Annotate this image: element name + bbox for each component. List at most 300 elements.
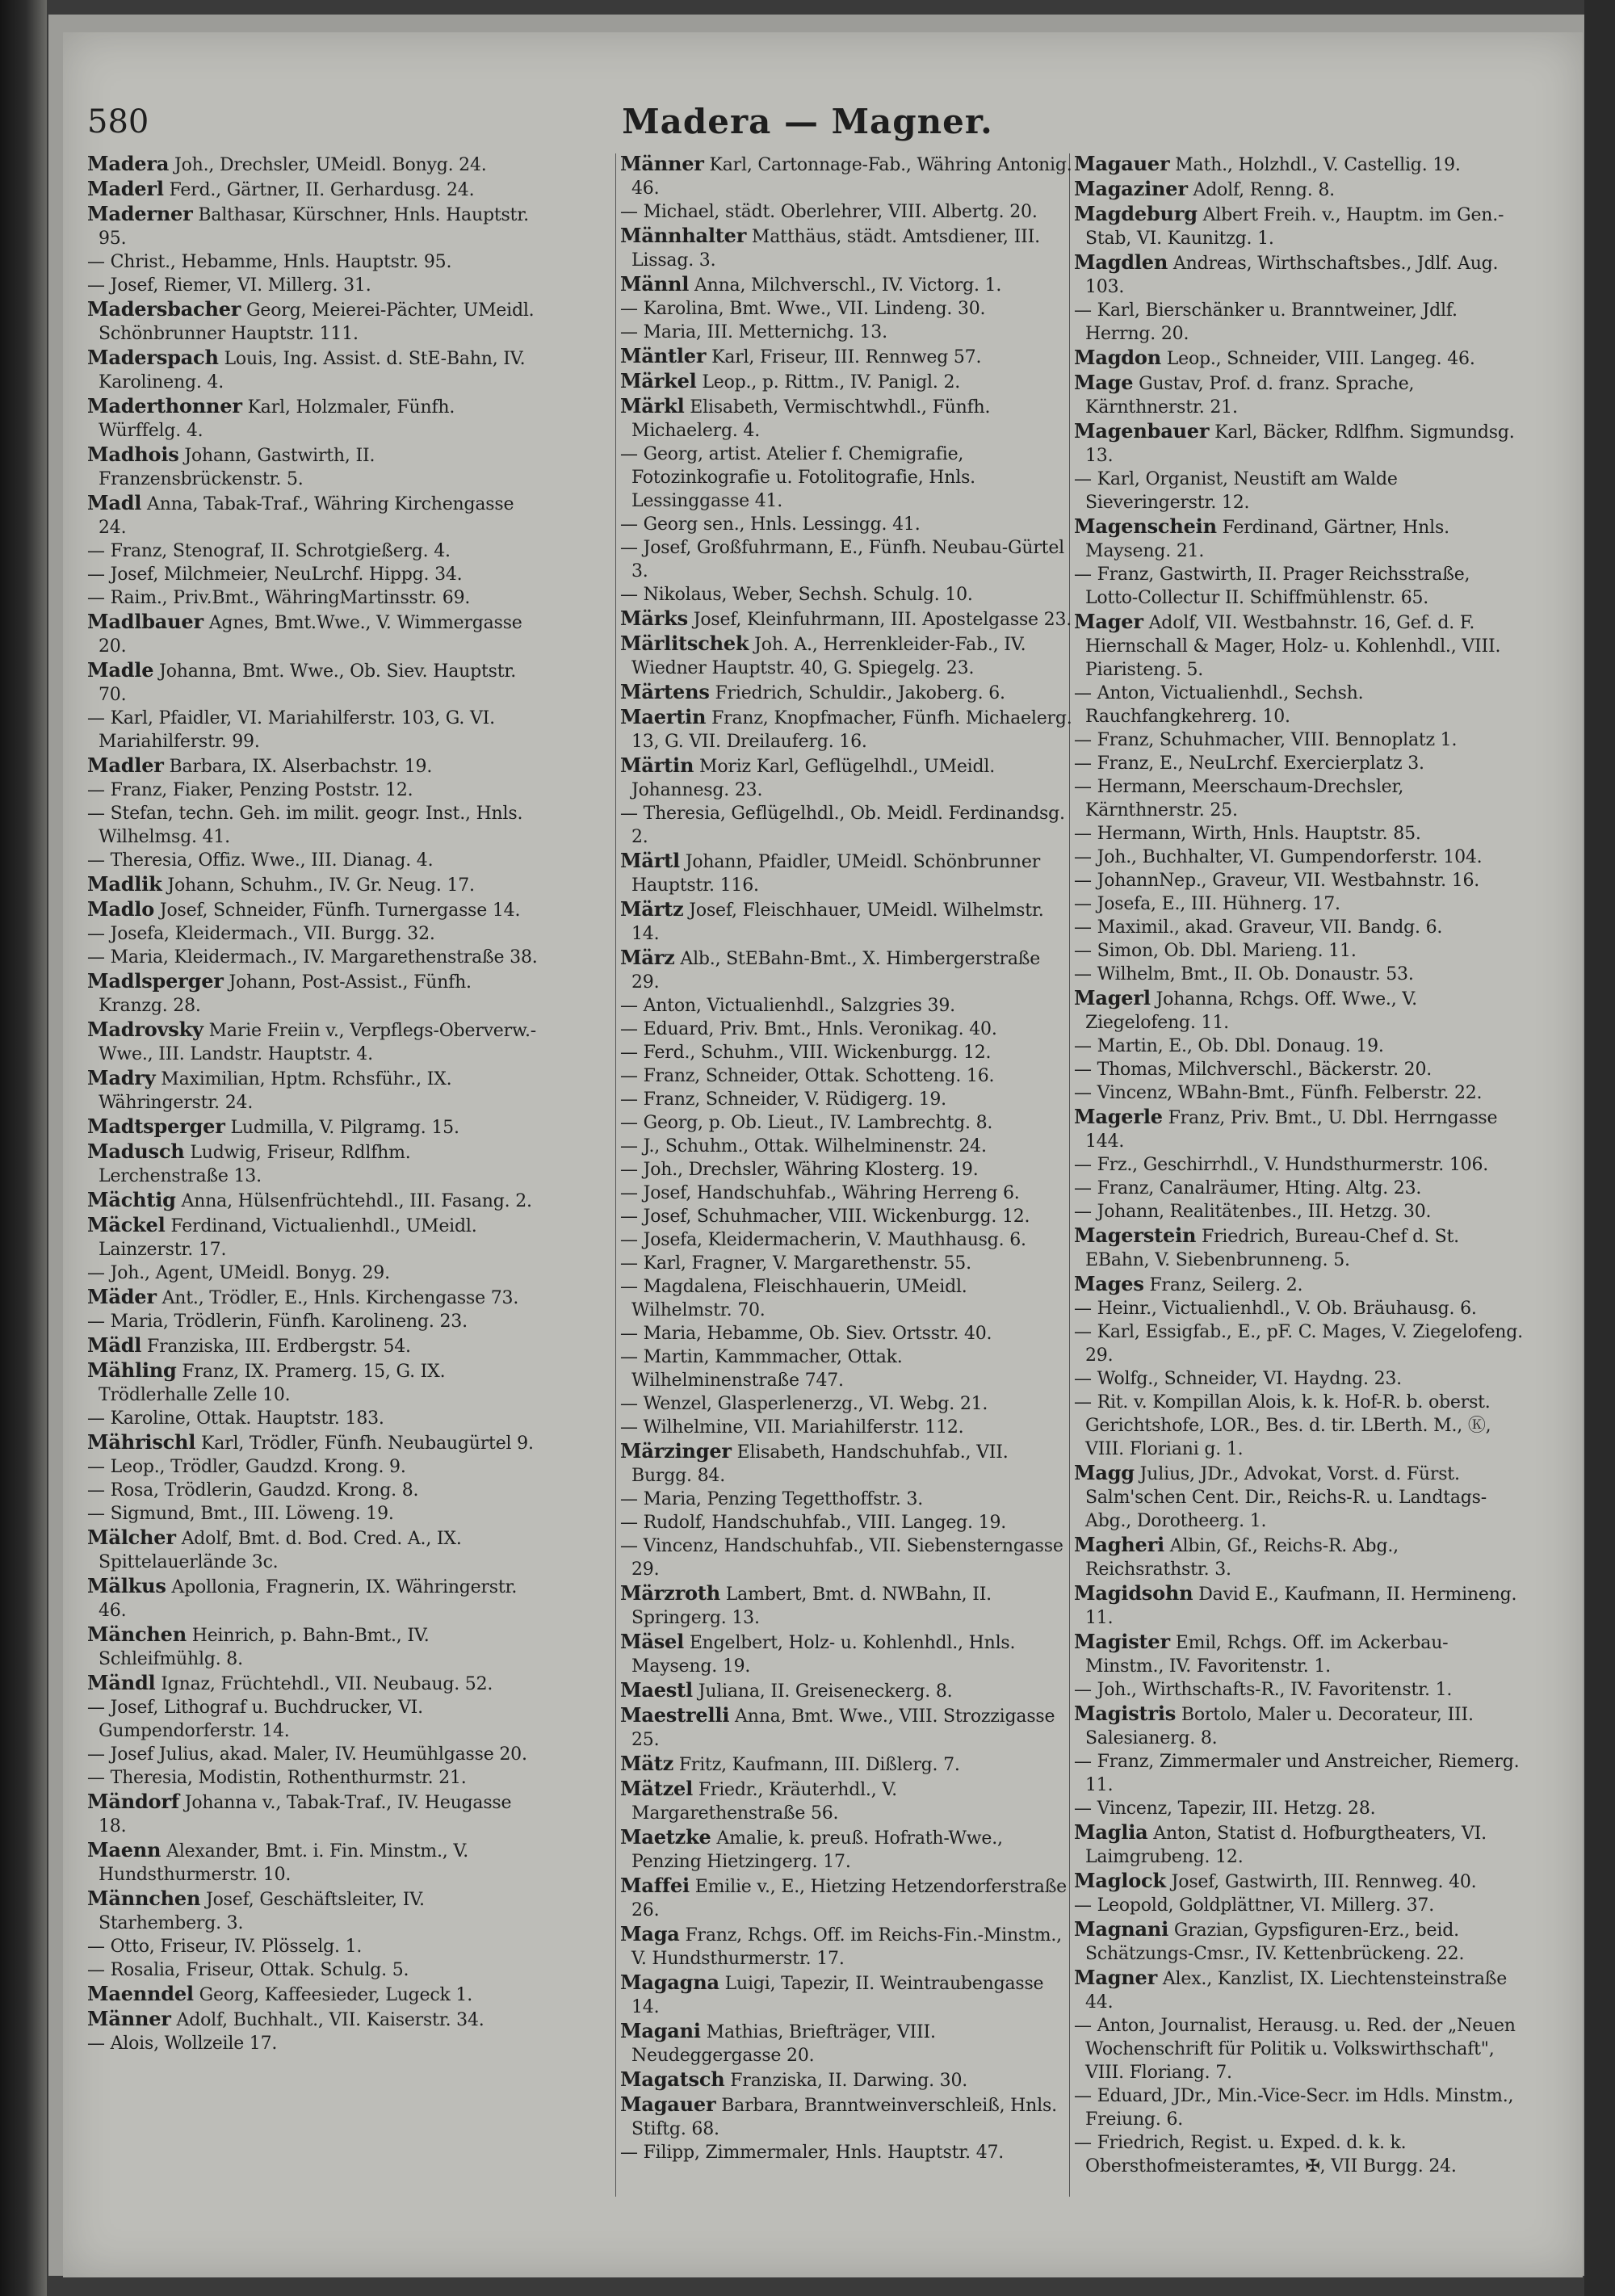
entry-surname: Maertin <box>620 705 707 728</box>
directory-entry <box>1074 1367 1526 1391</box>
entry-surname: Mädl <box>87 1333 142 1357</box>
directory-entry <box>87 394 539 443</box>
directory-entry <box>1074 728 1526 752</box>
entry-details: Alexander, Bmt. i. Fin. Minstm., V. Hundsthurmerstr. 10. <box>99 1841 468 1885</box>
entry-details: — Theresia, Geflügelhdl., Ob. Meidl. Ferdinandsg. 2. <box>620 804 1065 847</box>
entry-surname: Magerstein <box>1074 1224 1197 1247</box>
directory-column-1 <box>87 152 539 2055</box>
directory-entry <box>620 1041 1072 1064</box>
entry-details: — Josef, Großfuhrmann, E., Fünfh. Neubau-Gürtel 3. <box>620 538 1064 581</box>
entry-details: Karl, Trödler, Fünfh. Neubaugürtel 9. <box>195 1433 534 1454</box>
entry-details: — Wenzel, Glasperlenerzg., VI. Webg. 21. <box>620 1394 988 1414</box>
entry-details: Johann, Schuhm., IV. Gr. Neug. 17. <box>162 875 475 896</box>
entry-details: — Christ., Hebamme, Hnls. Hauptstr. 95. <box>87 252 452 272</box>
entry-details: — Maria, Penzing Tegetthoffstr. 3. <box>620 1489 924 1509</box>
entry-details: — Magdalena, Fleischhauerin, UMeidl. Wilhelmstr. 70. <box>620 1277 967 1320</box>
entry-surname: Madl <box>87 491 142 514</box>
entry-details: — Karl, Essigfab., E., pF. C. Mages, V. Ziegelofeng. 29. <box>1074 1322 1523 1366</box>
entry-details: Karl, Holzmaler, Fünfh. Würffelg. 4. <box>99 397 455 441</box>
entry-details: Juliana, II. Greiseneckerg. 8. <box>692 1681 953 1702</box>
entry-surname: Maglia <box>1074 1820 1148 1844</box>
entry-details: — Karl, Organist, Neustift am Walde Sieveringerstr. 12. <box>1074 469 1398 513</box>
entry-surname: Mälcher <box>87 1526 176 1549</box>
entry-details: Barbara, Branntweinverschleiß, Hnls. Stiftg. 68. <box>631 2096 1057 2139</box>
entry-surname: Magdon <box>1074 346 1161 369</box>
entry-surname: Maga <box>620 1922 680 1946</box>
entry-surname: Madhois <box>87 443 179 466</box>
directory-column-2 <box>620 152 1072 2164</box>
page-header-title: Madera — Magner. <box>622 102 993 141</box>
entry-surname: Männer <box>620 152 704 175</box>
directory-entry <box>620 1088 1072 1111</box>
entry-details: — Karl, Fragner, V. Margarethenstr. 55. <box>620 1253 971 1274</box>
entry-details: Andreas, Wirthschaftsbes., Jdlf. Aug. 103. <box>1085 254 1499 297</box>
entry-details: — Anton, Victualienhdl., Salzgries 39. <box>620 996 955 1016</box>
entry-details: — Leop., Trödler, Gaudzd. Krong. 9. <box>87 1457 406 1477</box>
entry-surname: Magner <box>1074 1966 1158 1989</box>
entry-surname: Maetzke <box>620 1825 711 1849</box>
directory-entry <box>87 1743 539 1766</box>
entry-surname: Märzinger <box>620 1439 732 1463</box>
entry-details: Louis, Ing. Assist. d. StE-Bahn, IV. Karolineng. 4. <box>99 349 526 392</box>
directory-entry <box>1074 250 1526 299</box>
directory-entry <box>620 1439 1072 1488</box>
entry-details: — Martin, E., Ob. Dbl. Donaug. 19. <box>1074 1036 1384 1056</box>
entry-surname: Madtsperger <box>87 1114 225 1138</box>
directory-entry <box>1074 610 1526 682</box>
directory-entry <box>1074 2084 1526 2131</box>
entry-details: Franz, Knopfmacher, Fünfh. Michaelerg. 13, G. VII. Dreilauferg. 16. <box>631 708 1072 752</box>
entry-details: — Eduard, JDr., Min.-Vice-Secr. im Hdls. Minstm., Freiung. 6. <box>1074 2086 1514 2130</box>
directory-entry <box>87 802 539 849</box>
entry-details: — Josef, Handschuhfab., Währing Herreng 6. <box>620 1183 1020 1203</box>
directory-entry <box>620 1252 1072 1275</box>
directory-entry <box>1074 2014 1526 2084</box>
entry-surname: Märtin <box>620 753 694 777</box>
directory-entry <box>87 707 539 753</box>
entry-details: — Anton, Victualienhdl., Sechsh. Rauchfangkehrerg. 10. <box>1074 683 1364 727</box>
directory-entry <box>1074 939 1526 963</box>
directory-entry <box>87 779 539 802</box>
directory-entry <box>1074 1581 1526 1630</box>
directory-entry <box>1074 346 1526 371</box>
directory-entry <box>620 2067 1072 2092</box>
entry-details: David E., Kaufmann, II. Hermineng. 11. <box>1085 1585 1517 1628</box>
directory-entry <box>620 1322 1072 1345</box>
directory-entry <box>620 152 1072 200</box>
directory-entry <box>620 2141 1072 2164</box>
entry-surname: Mäckel <box>87 1213 166 1236</box>
directory-entry <box>1074 822 1526 846</box>
entry-surname: Magenschein <box>1074 514 1217 538</box>
page-number: 580 <box>87 103 149 141</box>
entry-details: — Franz, Schuhmacher, VIII. Bennoplatz 1. <box>1074 730 1458 750</box>
directory-entry <box>87 1407 539 1430</box>
entry-surname: Mäntler <box>620 344 707 367</box>
directory-entry <box>87 1696 539 1743</box>
directory-entry <box>1074 419 1526 468</box>
entry-details: Adolf, Bmt. d. Bod. Cred. A., IX. Spittelauerlände 3c. <box>99 1529 462 1572</box>
directory-entry <box>620 369 1072 394</box>
directory-entry <box>87 250 539 274</box>
directory-entry <box>620 1392 1072 1416</box>
entry-details: Fritz, Kaufmann, III. Dißlerg. 7. <box>673 1755 960 1775</box>
entry-details: — Alois, Wollzeile 17. <box>87 2034 278 2054</box>
entry-details: — Joh., Buchhalter, VI. Gumpendorferstr. 104. <box>1074 847 1483 867</box>
entry-details: — Maria, III. Metternichg. 13. <box>620 322 887 342</box>
entry-surname: Madle <box>87 658 154 682</box>
entry-details: — Friedrich, Regist. u. Exped. d. k. k. Obersthofmeisteramtes, ✠, VII Burgg. 24. <box>1074 2133 1457 2176</box>
entry-surname: Männer <box>87 2007 171 2030</box>
entry-details: — Rosa, Trödlerin, Gaudzd. Krong. 8. <box>87 1480 419 1501</box>
directory-entry <box>620 1825 1072 1874</box>
entry-details: Adolf, Buchhalt., VII. Kaiserstr. 34. <box>170 2010 484 2030</box>
directory-entry <box>620 897 1072 946</box>
entry-details: — Thomas, Milchverschl., Bäckerstr. 20. <box>1074 1060 1433 1080</box>
entry-details: — Vincenz, WBahn-Bmt., Fünfh. Felberstr. 22. <box>1074 1083 1483 1103</box>
entry-details: Johanna v., Tabak-Traf., IV. Heugasse 18. <box>99 1793 512 1836</box>
entry-details: — Georg sen., Hnls. Lessingg. 41. <box>620 514 921 535</box>
entry-details: Anton, Statist d. Hofburgtheaters, VI. Laimgrubeng. 12. <box>1085 1824 1487 1867</box>
entry-details: Grazian, Gypsfiguren-Erz., beid. Schätzungs-Cmsr., IV. Kettenbrückeng. 22. <box>1085 1920 1465 1964</box>
directory-entry <box>1074 1820 1526 1869</box>
directory-entry <box>1074 1966 1526 2014</box>
entry-details: Barbara, IX. Alserbachstr. 19. <box>163 757 433 777</box>
directory-entry <box>87 1430 539 1455</box>
directory-entry <box>620 2019 1072 2067</box>
directory-entry <box>620 200 1072 224</box>
entry-surname: Maderspach <box>87 346 219 369</box>
entry-surname: Maderl <box>87 177 164 200</box>
entry-surname: Magnani <box>1074 1917 1169 1941</box>
directory-entry <box>87 1502 539 1526</box>
entry-surname: Magerl <box>1074 986 1151 1009</box>
directory-entry <box>87 1066 539 1114</box>
directory-entry <box>620 946 1072 994</box>
entry-surname: Maestrelli <box>620 1703 730 1727</box>
entry-details: — Josefa, Kleidermach., VII. Burgg. 32. <box>87 924 435 944</box>
directory-entry <box>1074 202 1526 250</box>
entry-details: Josef, Kleinfuhrmann, III. Apostelgasse 23. <box>687 610 1072 630</box>
entry-details: — Joh., Wirthschafts-R., IV. Favoritenstr. 1. <box>1074 1680 1453 1700</box>
directory-entry <box>1074 846 1526 869</box>
entry-details: Mathias, Briefträger, VIII. Neudeggergasse 20. <box>631 2022 936 2066</box>
column-divider <box>615 153 616 2197</box>
page-edge-shadow <box>1584 0 1615 2296</box>
directory-entry <box>87 1958 539 1982</box>
entry-details: — Josefa, E., III. Hühnerg. 17. <box>1074 894 1340 914</box>
entry-surname: Magatsch <box>620 2067 725 2091</box>
entry-details: — Rosalia, Friseur, Ottak. Schulg. 5. <box>87 1960 409 1980</box>
directory-entry <box>87 2032 539 2055</box>
directory-entry <box>620 1777 1072 1825</box>
entry-surname: Maffei <box>620 1874 690 1897</box>
directory-entry <box>1074 1894 1526 1917</box>
entry-surname: Mächtig <box>87 1188 176 1211</box>
directory-entry <box>87 1455 539 1479</box>
directory-entry <box>87 1887 539 1935</box>
entry-surname: Magidsohn <box>1074 1581 1193 1605</box>
directory-entry <box>620 1630 1072 1678</box>
entry-details: Franziska, III. Erdbergstr. 54. <box>141 1337 411 1357</box>
entry-details: — Franz, E., NeuLrchf. Exercierplatz 3. <box>1074 753 1424 774</box>
entry-details: — Rudolf, Handschuhfab., VIII. Langeg. 19. <box>620 1513 1007 1533</box>
entry-details: — Josef, Lithograf u. Buchdrucker, VI. Gumpendorferstr. 14. <box>87 1698 423 1741</box>
directory-entry <box>620 632 1072 680</box>
entry-details: Adolf, Renng. 8. <box>1187 180 1335 200</box>
entry-surname: Männchen <box>87 1887 201 1910</box>
directory-entry <box>87 491 539 539</box>
directory-entry <box>1074 1272 1526 1297</box>
directory-entry <box>1074 1678 1526 1702</box>
directory-entry <box>87 1018 539 1066</box>
entry-details: Bortolo, Maler u. Decorateur, III. Salesianerg. 8. <box>1085 1705 1474 1748</box>
entry-details: Moriz Karl, Geflügelhdl., UMeidl. Johannesg. 23. <box>631 757 995 800</box>
entry-details: — Stefan, techn. Geh. im milit. geogr. Inst., Hnls. Wilhelmsg. 41. <box>87 804 523 847</box>
entry-details: Amalie, k. preuß. Hofrath-Wwe., Penzing Hietzingerg. 17. <box>631 1828 1003 1872</box>
entry-details: Math., Holzhdl., V. Castellig. 19. <box>1169 155 1461 175</box>
directory-entry <box>620 513 1072 536</box>
entry-details: — Michael, städt. Oberlehrer, VIII. Albertg. 20. <box>620 202 1038 222</box>
entry-surname: Madlsperger <box>87 969 224 993</box>
directory-entry <box>620 1228 1072 1252</box>
directory-column-3 <box>1074 152 1526 2178</box>
directory-entry <box>620 1703 1072 1752</box>
entry-details: Franziska, II. Darwing. 30. <box>724 2071 968 2091</box>
directory-entry <box>1074 177 1526 202</box>
directory-entry <box>1074 299 1526 346</box>
entry-details: — Vincenz, Handschuhfab., VII. Siebensterngasse 29. <box>620 1536 1063 1580</box>
directory-entry <box>1074 514 1526 563</box>
directory-entry <box>1074 1224 1526 1272</box>
directory-entry <box>1074 1630 1526 1678</box>
directory-entry <box>87 1622 539 1671</box>
entry-surname: Mähling <box>87 1358 177 1382</box>
entry-details: — Maria, Kleidermach., IV. Margarethenstraße 38. <box>87 947 538 968</box>
directory-entry <box>1074 775 1526 822</box>
entry-details: — Franz, Fiaker, Penzing Poststr. 12. <box>87 780 413 800</box>
directory-entry <box>1074 1035 1526 1058</box>
entry-surname: Madlbauer <box>87 610 203 633</box>
directory-entry <box>620 705 1072 753</box>
directory-entry <box>620 1874 1072 1922</box>
entry-surname: Mänchen <box>87 1622 187 1646</box>
entry-surname: Mändl <box>87 1671 156 1694</box>
directory-entry <box>1074 1297 1526 1320</box>
entry-surname: Madler <box>87 753 164 777</box>
directory-entry <box>87 346 539 394</box>
entry-details: — Josef, Milchmeier, NeuLrchf. Hippg. 34. <box>87 565 463 585</box>
entry-details: Georg, Kaffeesieder, Lugeck 1. <box>193 1985 473 2005</box>
entry-details: Maximilian, Hptm. Rchsführ., IX. Währingerstr. 24. <box>99 1069 452 1113</box>
directory-entry <box>620 753 1072 802</box>
directory-entry <box>1074 986 1526 1035</box>
entry-details: — Johann, Realitätenbes., III. Hetzg. 30. <box>1074 1202 1432 1222</box>
entry-details: Emil, Rchgs. Off. im Ackerbau-Minstm., IV. Favoritenstr. 1. <box>1085 1633 1449 1677</box>
entry-details: — Raim., Priv.Bmt., WähringMartinsstr. 69. <box>87 588 471 608</box>
directory-entry <box>87 443 539 491</box>
directory-entry <box>1074 1320 1526 1367</box>
entry-details: Georg, Meierei-Pächter, UMeidl. Schönbrunner Hauptstr. 111. <box>99 300 535 344</box>
entry-details: Ant., Trödler, E., Hnls. Kirchengasse 73. <box>156 1288 519 1308</box>
entry-details: Anna, Bmt. Wwe., VIII. Strozzigasse 25. <box>631 1706 1055 1750</box>
entry-surname: Maenndel <box>87 1982 194 2005</box>
directory-entry <box>620 680 1072 705</box>
entry-details: Franz, IX. Pramerg. 15, G. IX. Trödlerhalle Zelle 10. <box>99 1362 446 1405</box>
directory-entry <box>87 274 539 297</box>
directory-entry <box>87 969 539 1018</box>
entry-surname: Mälkus <box>87 1574 166 1597</box>
directory-entry <box>1074 371 1526 419</box>
entry-details: — Georg, p. Ob. Lieut., IV. Lambrechtg. 8. <box>620 1113 993 1133</box>
entry-surname: Magauer <box>620 2092 716 2116</box>
directory-entry <box>620 1581 1072 1630</box>
directory-entry <box>87 586 539 610</box>
entry-surname: Mährischl <box>87 1430 196 1454</box>
entry-details: Elisabeth, Vermischtwhdl., Fünfh. Michaelerg. 4. <box>631 397 991 441</box>
entry-details: — Joh., Agent, UMeidl. Bonyg. 29. <box>87 1263 390 1283</box>
entry-surname: Madlo <box>87 897 155 921</box>
directory-entry <box>87 753 539 779</box>
entry-surname: Mäsel <box>620 1630 685 1653</box>
entry-details: — Franz, Zimmermaler und Anstreicher, Riemerg. 11. <box>1074 1752 1520 1795</box>
entry-details: — Maximil., akad. Graveur, VII. Bandg. 6. <box>1074 917 1443 938</box>
directory-entry <box>620 297 1072 321</box>
entry-surname: Madera <box>87 152 170 175</box>
entry-details: Franz, Seilerg. 2. <box>1143 1275 1303 1295</box>
directory-entry <box>87 872 539 897</box>
entry-details: Johann, Gastwirth, II. Franzensbrückenstr. 5. <box>99 446 375 489</box>
directory-entry <box>87 1358 539 1407</box>
entry-details: Emilie v., E., Hietzing Hetzendorferstraße 26. <box>631 1877 1068 1920</box>
directory-entry <box>620 2092 1072 2141</box>
entry-details: — Maria, Hebamme, Ob. Siev. Ortsstr. 40. <box>620 1324 992 1344</box>
entry-details: — Filipp, Zimmermaler, Hnls. Hauptstr. 47. <box>620 2143 1005 2163</box>
entry-details: Joh., Drechsler, UMeidl. Bonyg. 24. <box>169 155 487 175</box>
directory-entry <box>620 536 1072 583</box>
entry-details: Ferdinand, Gärtner, Hnls. Mayseng. 21. <box>1085 518 1449 561</box>
entry-details: — Franz, Schneider, Ottak. Schotteng. 16. <box>620 1066 995 1086</box>
directory-entry <box>1074 1702 1526 1750</box>
entry-details: Balthasar, Kürschner, Hnls. Hauptstr. 95. <box>99 205 529 249</box>
entry-details: — Karl, Bierschänker u. Branntweiner, Jdlf. Herrng. 20. <box>1074 300 1458 344</box>
entry-surname: Männl <box>620 272 690 296</box>
entry-details: Anna, Milchverschl., IV. Victorg. 1. <box>689 275 1002 296</box>
entry-details: — Franz, Schneider, V. Rüdigerg. 19. <box>620 1089 946 1110</box>
entry-details: Johann, Post-Assist., Fünfh. Kranzg. 28. <box>99 972 472 1016</box>
directory-entry <box>87 563 539 586</box>
entry-surname: Maderner <box>87 202 193 225</box>
entry-surname: Magdlen <box>1074 250 1168 274</box>
directory-entry <box>1074 963 1526 986</box>
directory-entry <box>1074 1177 1526 1200</box>
directory-entry <box>1074 1750 1526 1797</box>
directory-entry <box>1074 869 1526 892</box>
entry-details: — Hermann, Wirth, Hnls. Hauptstr. 85. <box>1074 824 1421 844</box>
directory-entry <box>620 1345 1072 1392</box>
entry-details: — JohannNep., Graveur, VII. Westbahnstr. 16. <box>1074 871 1480 891</box>
directory-entry <box>620 1018 1072 1041</box>
entry-surname: Männhalter <box>620 224 747 247</box>
entry-surname: Magg <box>1074 1461 1135 1484</box>
directory-entry <box>87 1140 539 1188</box>
entry-details: Friedrich, Schuldir., Jakoberg. 6. <box>709 683 1005 703</box>
directory-entry <box>87 1671 539 1696</box>
directory-entry <box>1074 1391 1526 1461</box>
directory-entry <box>87 1261 539 1285</box>
directory-entry <box>87 1114 539 1140</box>
entry-surname: Magistris <box>1074 1702 1177 1725</box>
directory-entry <box>87 610 539 658</box>
entry-surname: Maestl <box>620 1678 693 1702</box>
directory-entry <box>87 1982 539 2007</box>
entry-surname: Mages <box>1074 1272 1144 1295</box>
directory-entry <box>1074 1058 1526 1081</box>
entry-details: Karl, Friseur, III. Rennweg 57. <box>706 347 982 367</box>
entry-details: Ferdinand, Victualienhdl., UMeidl. Lainzerstr. 17. <box>99 1216 477 1260</box>
directory-entry <box>620 802 1072 849</box>
directory-entry <box>1074 152 1526 177</box>
entry-details: — Josef, Riemer, VI. Millerg. 31. <box>87 275 371 296</box>
entry-details: Albin, Gf., Reichs-R. Abg., Reichsrathstr. 3. <box>1085 1536 1399 1580</box>
entry-details: Luigi, Tapezir, II. Weintraubengasse 14. <box>631 1974 1044 2017</box>
directory-entry <box>87 152 539 177</box>
entry-details: Matthäus, städt. Amtsdiener, III. Lissag. 3. <box>631 227 1040 271</box>
entry-surname: Magagna <box>620 1971 719 1994</box>
directory-entry <box>87 1479 539 1502</box>
entry-details: Anna, Hülsenfrüchtehdl., III. Fasang. 2. <box>175 1191 532 1211</box>
directory-entry <box>87 297 539 346</box>
entry-details: Franz, Rchgs. Off. im Reichs-Fin.-Minstm., V. Hundsthurmerstr. 17. <box>631 1925 1062 1969</box>
directory-entry <box>1074 1461 1526 1533</box>
entry-surname: Märkl <box>620 394 685 418</box>
directory-entry <box>87 1838 539 1887</box>
directory-entry <box>87 2007 539 2032</box>
directory-entry <box>1074 563 1526 610</box>
directory-entry <box>620 1488 1072 1511</box>
directory-entry <box>620 1678 1072 1703</box>
entry-details: — Karolina, Bmt. Wwe., VII. Lindeng. 30. <box>620 299 986 319</box>
directory-entry <box>87 1213 539 1261</box>
entry-details: — Leopold, Goldplättner, VI. Millerg. 37. <box>1074 1895 1435 1916</box>
entry-surname: Maenn <box>87 1838 162 1862</box>
directory-entry <box>620 607 1072 632</box>
directory-entry <box>1074 1797 1526 1820</box>
entry-details: Engelbert, Holz- u. Kohlenhdl., Hnls. Mayseng. 19. <box>631 1633 1016 1677</box>
entry-details: Alb., StEBahn-Bmt., X. Himbergerstraße 29. <box>631 949 1041 993</box>
directory-entry <box>87 658 539 707</box>
entry-details: — Josef, Schuhmacher, VIII. Wickenburgg. 12. <box>620 1207 1030 1227</box>
directory-entry <box>1074 468 1526 514</box>
entry-surname: Maglock <box>1074 1869 1166 1892</box>
entry-details: Joh. A., Herrenkleider-Fab., IV. Wiedner Hauptstr. 40, G. Spiegelg. 23. <box>631 635 1026 678</box>
entry-surname: März <box>620 946 675 969</box>
entry-surname: Mätz <box>620 1752 674 1775</box>
entry-details: — Franz, Gastwirth, II. Prager Reichsstraße, Lotto-Collectur II. Schiffmühlenstr. 65. <box>1074 565 1470 608</box>
entry-details: — Vincenz, Tapezir, III. Hetzg. 28. <box>1074 1799 1376 1819</box>
entry-surname: Magdeburg <box>1074 202 1198 225</box>
entry-details: — Joh., Drechsler, Währing Klosterg. 19. <box>620 1160 979 1180</box>
directory-entry <box>620 394 1072 443</box>
directory-entry <box>620 272 1072 297</box>
entry-details: — Simon, Ob. Dbl. Marieng. 11. <box>1074 941 1357 961</box>
entry-details: Johann, Pfaidler, UMeidl. Schönbrunner Hauptstr. 116. <box>631 852 1041 896</box>
directory-entry <box>1074 916 1526 939</box>
directory-entry <box>620 849 1072 897</box>
directory-entry <box>620 1922 1072 1971</box>
directory-entry <box>87 202 539 250</box>
entry-details: Josef, Gastwirth, III. Rennweg. 40. <box>1165 1872 1477 1892</box>
